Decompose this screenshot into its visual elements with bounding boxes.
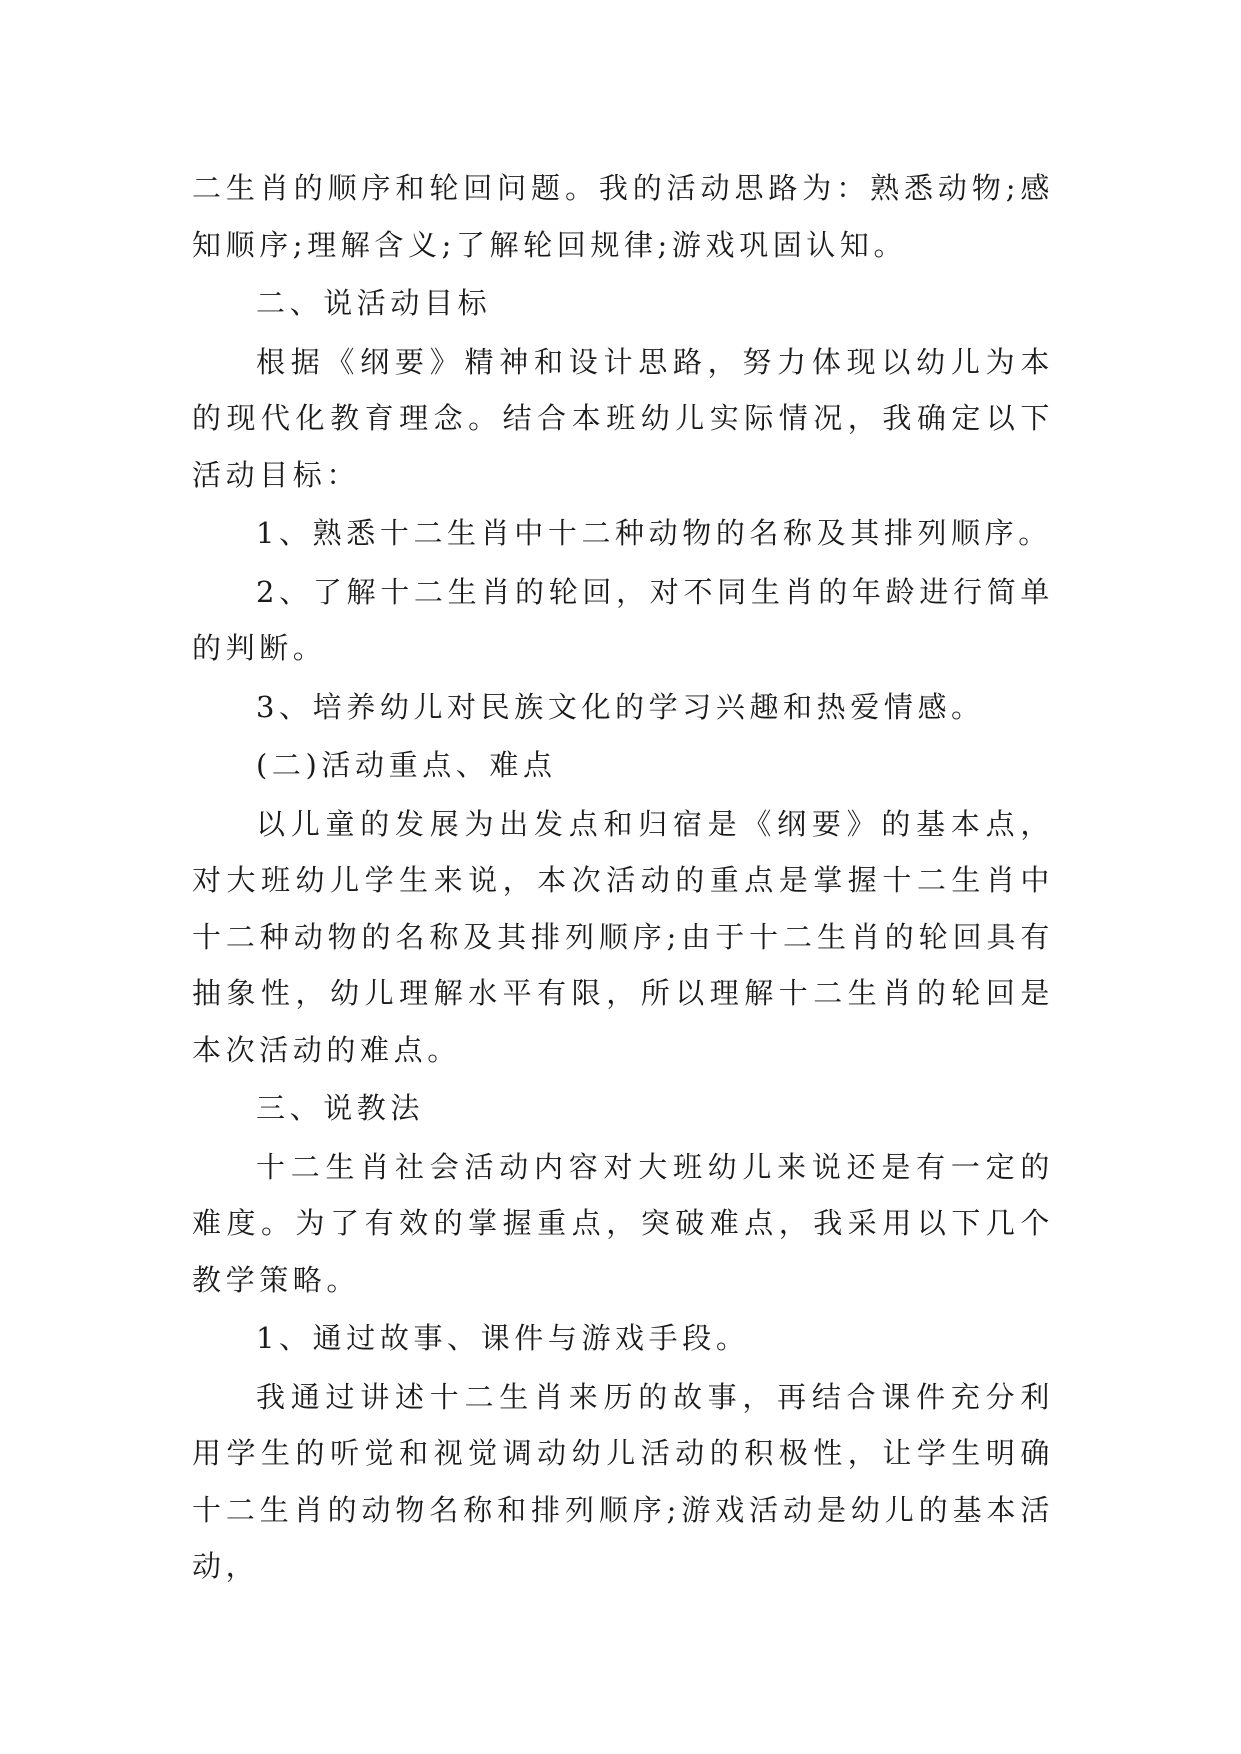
- paragraph: 根据《纲要》精神和设计思路，努力体现以幼儿为本的现代化教育理念。结合本班幼儿实际情况，我确定以下活动目标：: [192, 344, 1054, 492]
- section-heading: 二、说活动目标: [256, 286, 492, 320]
- document-body: [192, 160, 1054, 1597]
- section-heading: 三、说教法: [256, 1091, 425, 1125]
- paragraph: 以儿童的发展为出发点和归宿是《纲要》的基本点，对大班幼儿学生来说，本次活动的重点是掌握十二生肖中十二种动物的名称及其排列顺序;由于十二生肖的轮回具有抽象性，幼儿理解水平有限，所以理解十二生肖的轮回是本次活动的难点。: [192, 806, 1054, 1067]
- paragraph: 二生肖的顺序和轮回问题。我的活动思路为：熟悉动物;感知顺序;理解含义;了解轮回规律;游戏巩固认知。: [192, 171, 1054, 262]
- list-item: 1、熟悉十二生肖中十二种动物的名称及其排列顺序。: [256, 516, 1052, 550]
- paragraph: 我通过讲述十二生肖来历的故事，再结合课件充分利用学生的听觉和视觉调动幼儿活动的积极性，让学生明确十二生肖的动物名称和排列顺序;游戏活动是幼儿的基本活动，: [192, 1379, 1054, 1583]
- list-item: 3、培养幼儿对民族文化的学习兴趣和热爱情感。: [256, 689, 985, 724]
- section-heading: (二)活动重点、难点: [256, 748, 557, 782]
- list-item: 1、通过故事、课件与游戏手段。: [256, 1321, 750, 1355]
- list-item: 2、了解十二生肖的轮回，对不同生肖的年龄进行简单的判断。: [192, 574, 1054, 665]
- paragraph: 十二生肖社会活动内容对大班幼儿来说还是有一定的难度。为了有效的掌握重点，突破难点，我采用以下几个教学策略。: [192, 1149, 1054, 1297]
